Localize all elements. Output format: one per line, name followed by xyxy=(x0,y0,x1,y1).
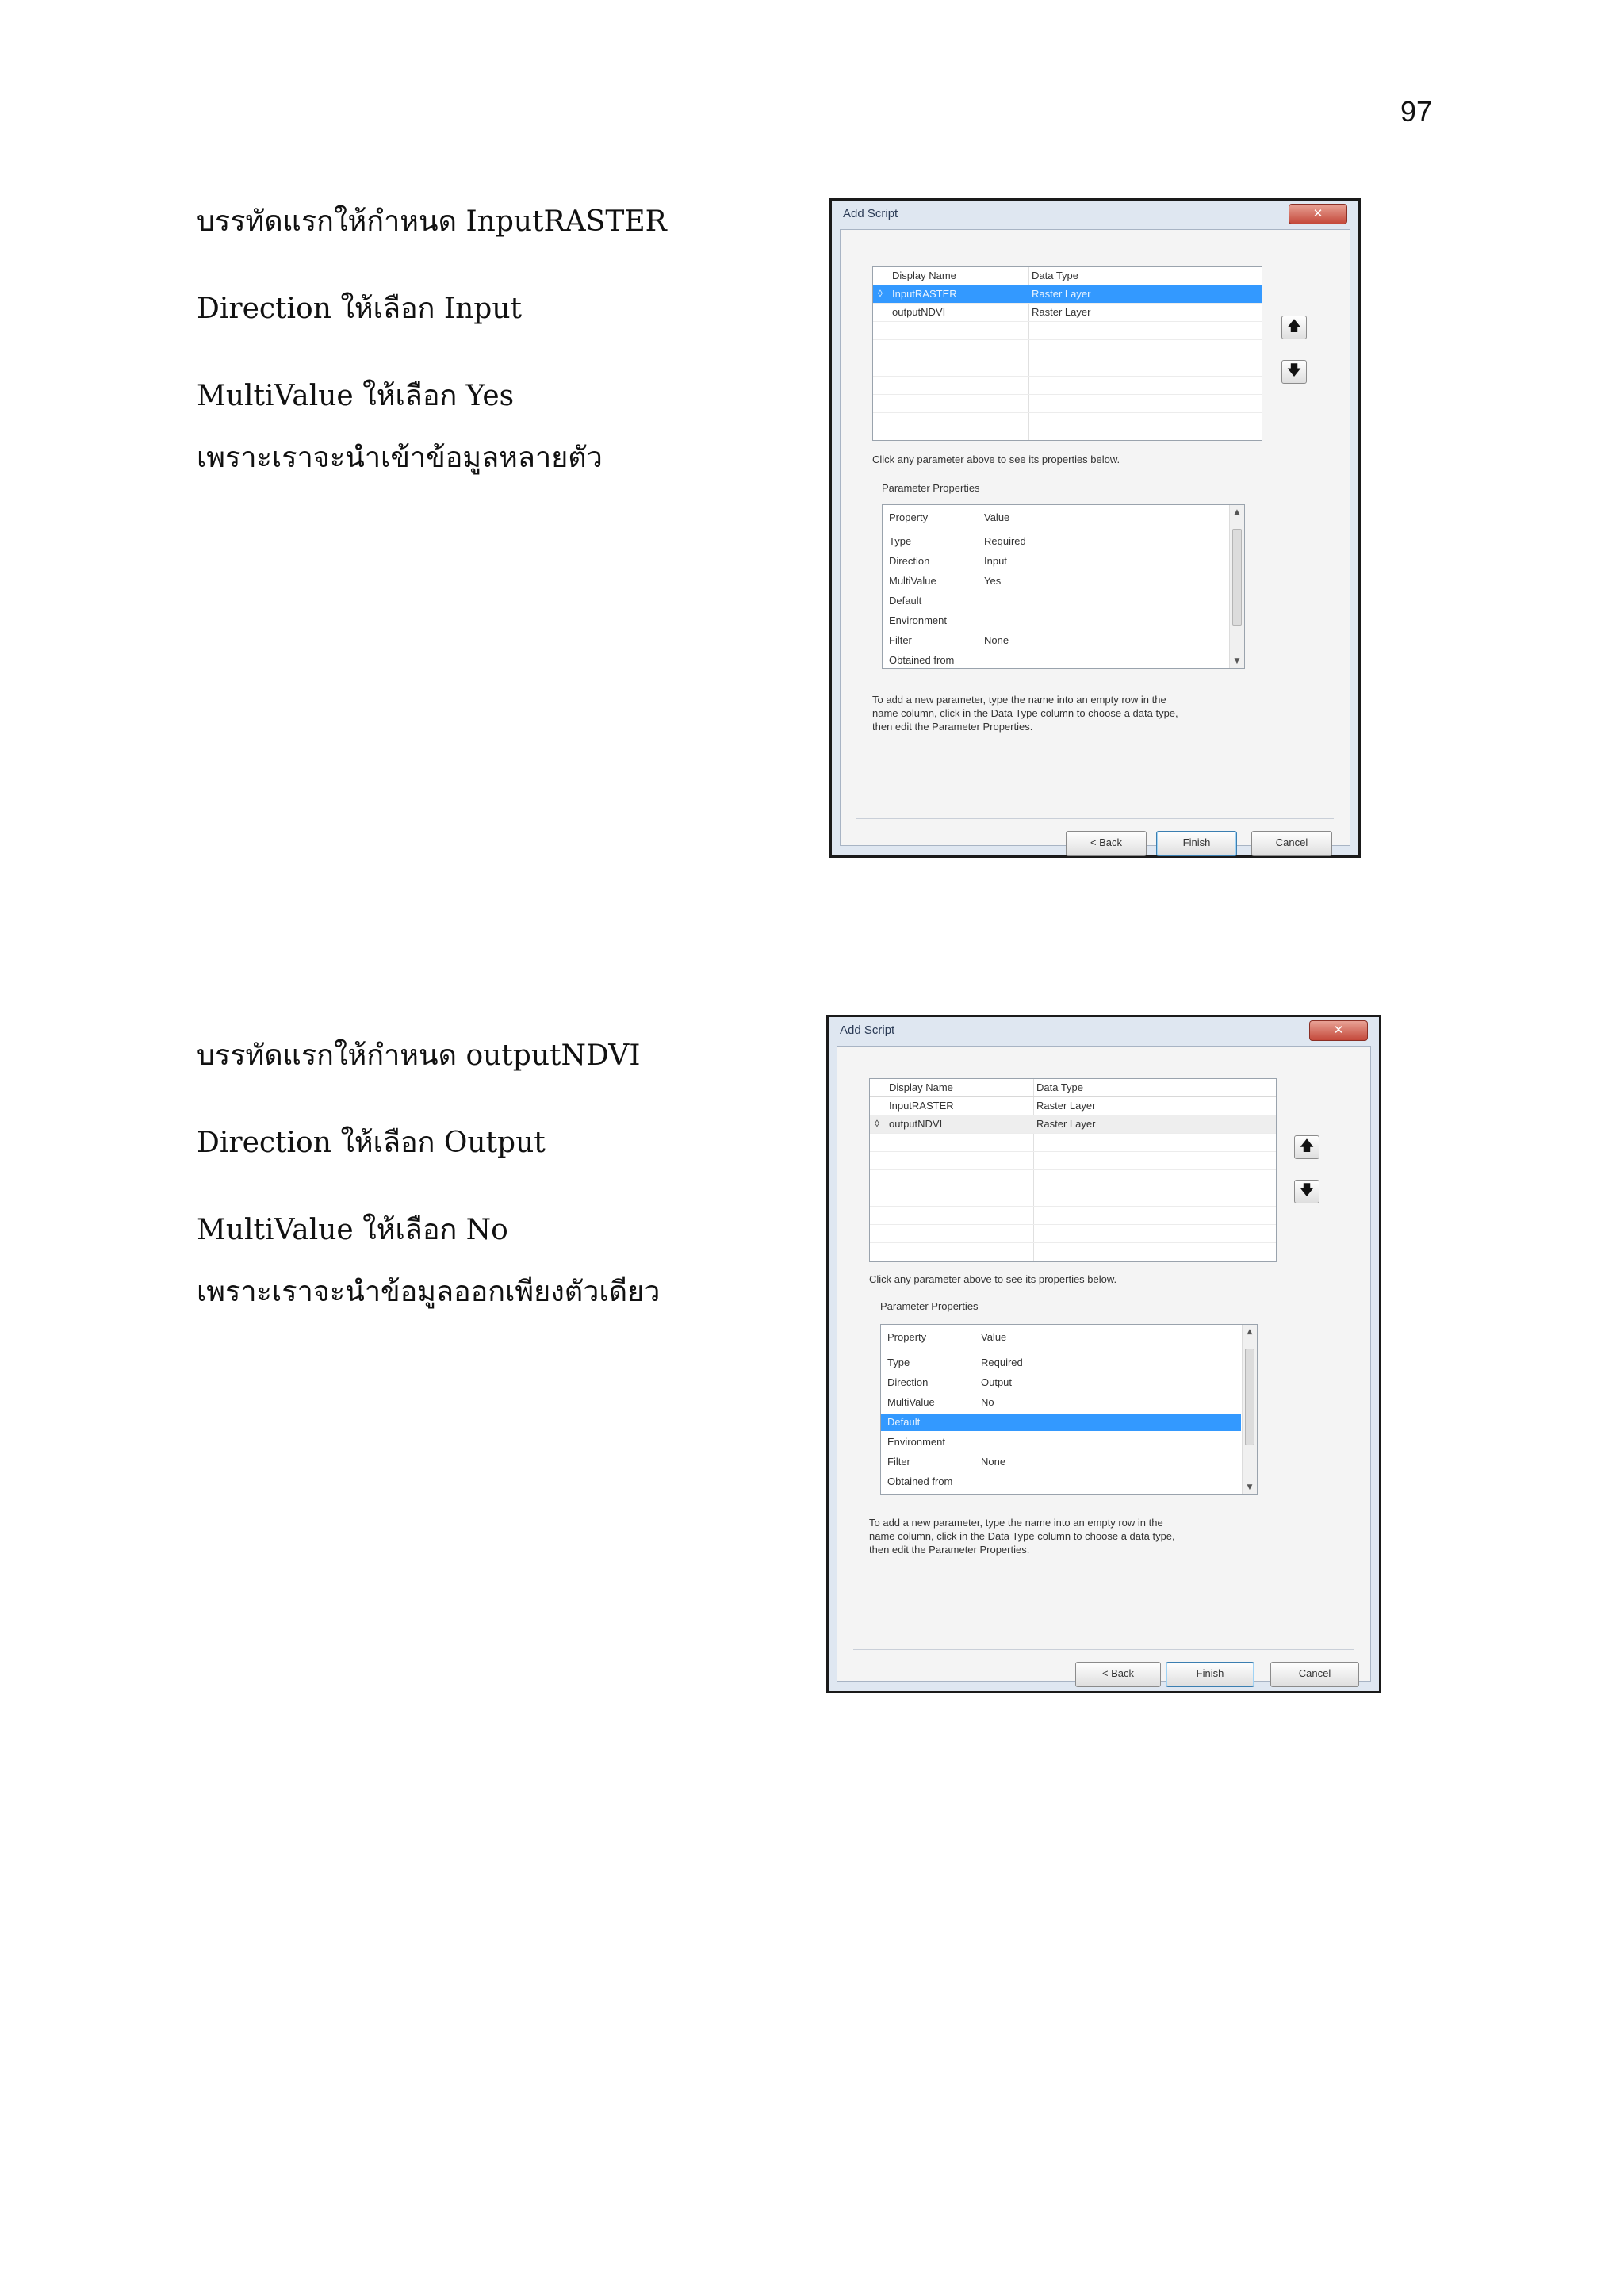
property-name: MultiValue xyxy=(889,575,936,587)
properties-header xyxy=(883,510,1228,526)
table-row-empty[interactable] xyxy=(870,1134,1276,1152)
property-value: Required xyxy=(981,1357,1023,1368)
property-name: Obtained from xyxy=(887,1475,953,1487)
column-header-display-name: Display Name xyxy=(892,270,956,281)
row-marker: ◊ xyxy=(878,288,883,299)
column-header-value: Value xyxy=(984,511,1010,523)
parameter-table xyxy=(869,1078,1277,1262)
add-script-dialog-screenshot-1 xyxy=(829,198,1361,858)
property-name: Filter xyxy=(889,634,912,646)
properties-scrollbar[interactable] xyxy=(1242,1325,1257,1494)
row-data-type: Raster Layer xyxy=(1036,1100,1096,1112)
table-row-empty[interactable] xyxy=(873,358,1262,377)
footer-separator xyxy=(856,818,1334,819)
text-line: เพราะเราจะนำเข้าข้อมูลหลายตัว xyxy=(197,442,603,474)
scroll-down-icon[interactable]: ▼ xyxy=(1247,1483,1253,1491)
property-name: Direction xyxy=(889,555,930,567)
dialog-title: Add Script xyxy=(843,207,898,220)
property-row[interactable] xyxy=(883,593,1228,610)
table-row-empty[interactable] xyxy=(873,340,1262,358)
table-row-empty[interactable] xyxy=(870,1188,1276,1207)
table-row-empty[interactable] xyxy=(873,377,1262,395)
row-display-name: outputNDVI xyxy=(892,306,946,318)
property-row[interactable] xyxy=(883,573,1228,590)
property-value: Input xyxy=(984,555,1007,567)
close-button[interactable]: ✕ xyxy=(1289,204,1347,224)
instructions-line: then edit the Parameter Properties. xyxy=(869,1544,1030,1556)
scroll-thumb[interactable] xyxy=(1245,1349,1254,1445)
property-name: MultiValue xyxy=(887,1396,935,1408)
table-row-empty[interactable] xyxy=(870,1170,1276,1188)
instructions-line: To add a new parameter, type the name into an empty row in the xyxy=(869,1517,1163,1529)
row-data-type: Raster Layer xyxy=(1032,306,1091,318)
footer-separator xyxy=(853,1649,1354,1650)
instructions-line: then edit the Parameter Properties. xyxy=(872,721,1033,733)
property-row[interactable] xyxy=(883,633,1228,649)
cancel-button[interactable]: Cancel xyxy=(1251,831,1332,856)
cancel-button[interactable]: Cancel xyxy=(1270,1662,1359,1687)
row-marker: ◊ xyxy=(875,1118,879,1129)
property-name: Filter xyxy=(887,1456,910,1468)
table-row[interactable] xyxy=(873,304,1262,322)
dialog-body xyxy=(840,229,1350,846)
dialog-title: Add Script xyxy=(840,1024,895,1037)
scroll-up-icon[interactable]: ▲ xyxy=(1247,1328,1253,1336)
add-script-dialog-screenshot-2 xyxy=(826,1015,1381,1693)
property-row-selected[interactable] xyxy=(881,1414,1241,1431)
properties-scrollbar[interactable] xyxy=(1229,505,1244,668)
text-line: Direction ให้เลือก Input xyxy=(197,293,522,325)
property-row[interactable] xyxy=(881,1395,1241,1411)
text-line: MultiValue ให้เลือก No xyxy=(197,1214,508,1246)
row-display-name: InputRASTER xyxy=(892,288,957,300)
move-down-button[interactable]: 🡇 xyxy=(1294,1180,1320,1203)
row-display-name: InputRASTER xyxy=(889,1100,954,1112)
property-row[interactable] xyxy=(883,652,1228,669)
property-name: Direction xyxy=(887,1376,929,1388)
property-row[interactable] xyxy=(881,1355,1241,1372)
property-value: No xyxy=(981,1396,994,1408)
table-row[interactable] xyxy=(870,1097,1276,1115)
parameter-properties-table xyxy=(880,1324,1258,1495)
property-row[interactable] xyxy=(881,1434,1241,1451)
page-number: 97 xyxy=(1400,95,1433,128)
property-value: Yes xyxy=(984,575,1002,587)
back-button[interactable]: < Back xyxy=(1066,831,1147,856)
parameter-properties-label: Parameter Properties xyxy=(880,1300,979,1312)
property-name: Default xyxy=(887,1416,921,1428)
scroll-up-icon[interactable]: ▲ xyxy=(1234,508,1240,516)
property-row[interactable] xyxy=(883,534,1228,550)
table-row[interactable] xyxy=(873,285,1262,304)
property-name: Obtained from xyxy=(889,654,955,666)
property-row[interactable] xyxy=(883,613,1228,629)
text-line: บรรทัดแรกให้กำหนด InputRASTER xyxy=(197,205,667,238)
table-row-empty[interactable] xyxy=(873,322,1262,340)
text-line: เพราะเราจะนำข้อมูลออกเพียงตัวเดียว xyxy=(197,1276,661,1308)
property-name: Environment xyxy=(889,614,947,626)
table-header xyxy=(873,267,1262,285)
table-row-empty[interactable] xyxy=(870,1225,1276,1243)
scroll-thumb[interactable] xyxy=(1232,529,1242,626)
property-name: Type xyxy=(887,1357,910,1368)
row-data-type: Raster Layer xyxy=(1032,288,1091,300)
parameter-properties-label: Parameter Properties xyxy=(882,482,980,494)
move-down-button[interactable]: 🡇 xyxy=(1281,360,1307,384)
column-header-display-name: Display Name xyxy=(889,1081,953,1093)
instructions-line: name column, click in the Data Type column to choose a data type, xyxy=(869,1530,1175,1542)
dialog-body xyxy=(837,1046,1371,1682)
column-header-value: Value xyxy=(981,1331,1007,1343)
column-header-property: Property xyxy=(889,511,929,523)
text-line: บรรทัดแรกให้กำหนด outputNDVI xyxy=(197,1039,641,1072)
property-row[interactable] xyxy=(881,1454,1241,1471)
hint-text: Click any parameter above to see its properties below. xyxy=(872,453,1120,465)
column-header-data-type: Data Type xyxy=(1036,1081,1084,1093)
scroll-down-icon[interactable]: ▼ xyxy=(1234,657,1240,665)
finish-button[interactable]: Finish xyxy=(1166,1662,1254,1687)
property-name: Type xyxy=(889,535,912,547)
hint-text: Click any parameter above to see its properties below. xyxy=(869,1273,1117,1285)
text-line: Direction ให้เลือก Output xyxy=(197,1127,546,1159)
row-data-type: Raster Layer xyxy=(1036,1118,1096,1130)
column-header-property: Property xyxy=(887,1331,927,1343)
properties-header xyxy=(881,1330,1241,1346)
table-row-empty[interactable] xyxy=(870,1152,1276,1170)
property-value: None xyxy=(981,1456,1006,1468)
property-row[interactable] xyxy=(881,1474,1241,1490)
table-row-empty[interactable] xyxy=(870,1207,1276,1225)
property-value: Output xyxy=(981,1376,1013,1388)
text-line: MultiValue ให้เลือก Yes xyxy=(197,380,515,412)
property-value: Required xyxy=(984,535,1026,547)
property-name: Default xyxy=(889,595,922,607)
parameter-properties-table xyxy=(882,504,1245,669)
move-up-button[interactable]: 🡅 xyxy=(1294,1135,1320,1159)
instructions-text xyxy=(872,693,1178,733)
table-row-empty[interactable] xyxy=(873,395,1262,413)
close-button[interactable]: ✕ xyxy=(1309,1020,1368,1041)
property-name: Environment xyxy=(887,1436,945,1448)
table-header xyxy=(870,1079,1276,1097)
property-value: None xyxy=(984,634,1009,646)
instructions-text xyxy=(869,1516,1175,1556)
instructions-line: To add a new parameter, type the name into an empty row in the xyxy=(872,694,1166,706)
property-row[interactable] xyxy=(883,553,1228,570)
table-row[interactable] xyxy=(870,1115,1276,1134)
finish-button[interactable]: Finish xyxy=(1156,831,1237,856)
move-up-button[interactable]: 🡅 xyxy=(1281,316,1307,339)
back-button[interactable]: < Back xyxy=(1075,1662,1161,1687)
property-row[interactable] xyxy=(881,1375,1241,1391)
column-header-data-type: Data Type xyxy=(1032,270,1079,281)
instructions-line: name column, click in the Data Type column to choose a data type, xyxy=(872,707,1178,719)
parameter-table xyxy=(872,266,1262,441)
row-display-name: outputNDVI xyxy=(889,1118,943,1130)
